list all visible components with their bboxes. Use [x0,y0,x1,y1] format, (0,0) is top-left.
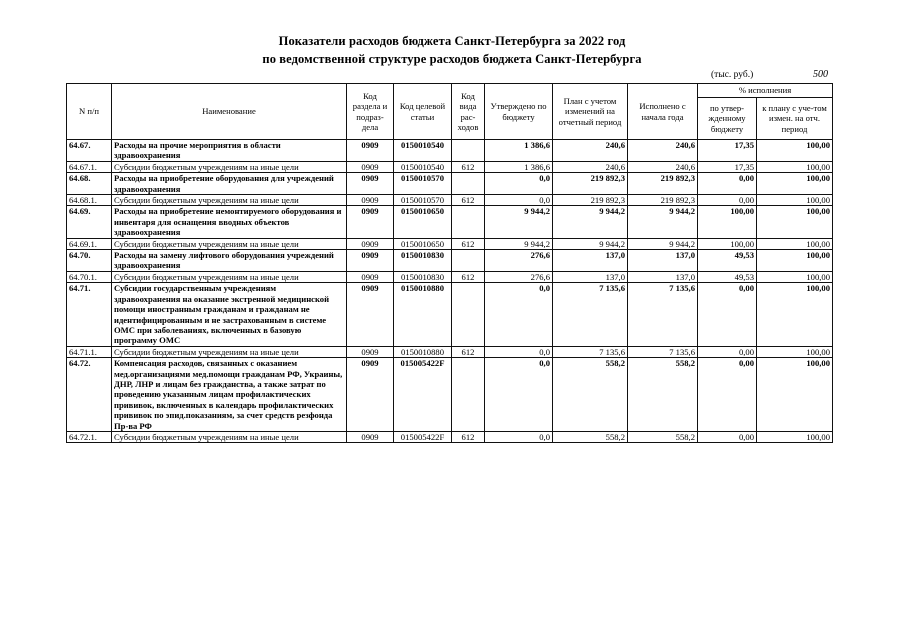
cell-executed: 9 944,2 [628,238,698,249]
cell-num: 64.69.1. [67,238,112,249]
table-row [67,250,833,272]
cell-approved: 0,0 [485,358,553,432]
cell-pct-plan: 100,00 [757,195,833,206]
cell-expense-type-code [452,250,485,272]
cell-approved: 0,0 [485,173,553,195]
cell-pct-approved: 49,53 [698,250,757,272]
cell-pct-approved: 0,00 [698,346,757,357]
cell-target-code: 015005422F [394,431,452,442]
cell-pct-plan: 100,00 [757,358,833,432]
cell-executed: 7 135,6 [628,346,698,357]
cell-plan: 7 135,6 [553,283,628,346]
cell-pct-approved: 100,00 [698,238,757,249]
cell-approved: 1 386,6 [485,161,553,172]
cell-target-code: 0150010540 [394,140,452,162]
cell-approved: 1 386,6 [485,140,553,162]
cell-expense-type-code [452,173,485,195]
col-header-target-code: Код целевой статьи [394,84,452,140]
cell-section-code: 0909 [347,206,394,238]
cell-section-code: 0909 [347,283,394,346]
table-row [67,195,833,206]
cell-section-code: 0909 [347,250,394,272]
cell-plan: 9 944,2 [553,206,628,238]
cell-expense-type-code: 612 [452,238,485,249]
table-header [67,84,833,140]
cell-plan: 219 892,3 [553,173,628,195]
cell-pct-plan: 100,00 [757,250,833,272]
cell-executed: 9 944,2 [628,206,698,238]
cell-num: 64.72. [67,358,112,432]
cell-name: Субсидии бюджетным учреждениям на иные цели [112,271,347,282]
table-row [67,431,833,442]
col-header-name: Наименование [112,84,347,140]
cell-expense-type-code: 612 [452,346,485,357]
cell-expense-type-code: 612 [452,195,485,206]
cell-num: 64.67. [67,140,112,162]
cell-approved: 0,0 [485,283,553,346]
cell-plan: 240,6 [553,140,628,162]
cell-approved: 276,6 [485,271,553,282]
cell-pct-approved: 100,00 [698,206,757,238]
cell-section-code: 0909 [347,358,394,432]
table-row [67,283,833,346]
cell-target-code: 0150010880 [394,346,452,357]
units-label: (тыс. руб.) [711,70,754,80]
cell-section-code: 0909 [347,431,394,442]
cell-num: 64.71.1. [67,346,112,357]
cell-target-code: 0150010570 [394,195,452,206]
cell-section-code: 0909 [347,346,394,357]
table-row [67,358,833,432]
col-header-section-code: Код раздела и подраз-дела [347,84,394,140]
report-title-line-2: по ведомственной структуре расходов бюджета Санкт-Петербурга [262,52,642,66]
cell-pct-plan: 100,00 [757,283,833,346]
cell-executed: 219 892,3 [628,173,698,195]
budget-table [66,83,833,443]
cell-plan: 219 892,3 [553,195,628,206]
cell-pct-approved: 0,00 [698,431,757,442]
table-row [67,206,833,238]
cell-pct-approved: 17,35 [698,161,757,172]
cell-expense-type-code [452,206,485,238]
cell-approved: 276,6 [485,250,553,272]
col-header-expense-type-code: Код вида рас-ходов [452,84,485,140]
col-header-executed: Исполнено с начала года [628,84,698,140]
table-row [67,173,833,195]
cell-num: 64.67.1. [67,161,112,172]
col-header-num: N п/п [67,84,112,140]
col-header-approved: Утверждено по бюджету [485,84,553,140]
cell-target-code: 015005422F [394,358,452,432]
table-body [67,140,833,443]
cell-executed: 240,6 [628,161,698,172]
cell-num: 64.70. [67,250,112,272]
cell-name: Субсидии бюджетным учреждениям на иные цели [112,161,347,172]
cell-approved: 0,0 [485,431,553,442]
cell-target-code: 0150010650 [394,206,452,238]
cell-approved: 0,0 [485,195,553,206]
cell-expense-type-code: 612 [452,271,485,282]
cell-pct-plan: 100,00 [757,346,833,357]
cell-pct-plan: 100,00 [757,271,833,282]
cell-pct-plan: 100,00 [757,161,833,172]
page-number: 500 [813,69,828,80]
cell-section-code: 0909 [347,173,394,195]
cell-executed: 137,0 [628,271,698,282]
table-row [67,238,833,249]
cell-pct-plan: 100,00 [757,431,833,442]
col-header-percent-group: % исполнения [698,84,833,98]
cell-plan: 7 135,6 [553,346,628,357]
cell-pct-plan: 100,00 [757,238,833,249]
cell-target-code: 0150010570 [394,173,452,195]
cell-pct-approved: 0,00 [698,283,757,346]
cell-pct-approved: 0,00 [698,195,757,206]
cell-plan: 240,6 [553,161,628,172]
cell-pct-plan: 100,00 [757,173,833,195]
cell-plan: 558,2 [553,358,628,432]
cell-approved: 9 944,2 [485,238,553,249]
cell-section-code: 0909 [347,271,394,282]
cell-num: 64.72.1. [67,431,112,442]
cell-approved: 9 944,2 [485,206,553,238]
cell-target-code: 0150010830 [394,271,452,282]
cell-name: Компенсация расходов, связанных с оказанием мед.организациями мед.помощи гражданам РФ, Украины, ДНР, ЛНР и лицам без гражданства, а также затрат по проведению указанным лицам профилактических прививок, включенных в календарь профилактических прививок по эпид.показаниям, за счет средств резфонда Пр-ва РФ [112,358,347,432]
table-row [67,346,833,357]
cell-num: 64.68. [67,173,112,195]
col-header-pct-plan: к плану с уче-том измен. на отч. период [757,98,833,140]
cell-executed: 558,2 [628,431,698,442]
cell-plan: 137,0 [553,250,628,272]
cell-plan: 558,2 [553,431,628,442]
cell-section-code: 0909 [347,195,394,206]
cell-pct-approved: 49,53 [698,271,757,282]
col-header-pct-approved: по утвер-жденному бюджету [698,98,757,140]
table-row [67,140,833,162]
cell-plan: 9 944,2 [553,238,628,249]
cell-pct-approved: 0,00 [698,173,757,195]
cell-name: Расходы на приобретение немонтируемого оборудования и инвентаря для оснащения вводных объектов здравоохранения [112,206,347,238]
cell-num: 64.69. [67,206,112,238]
cell-name: Субсидии бюджетным учреждениям на иные цели [112,238,347,249]
cell-plan: 137,0 [553,271,628,282]
cell-target-code: 0150010830 [394,250,452,272]
cell-section-code: 0909 [347,161,394,172]
cell-expense-type-code [452,140,485,162]
cell-pct-approved: 17,35 [698,140,757,162]
cell-expense-type-code: 612 [452,431,485,442]
cell-name: Расходы на прочие мероприятия в области здравоохранения [112,140,347,162]
cell-name: Расходы на замену лифтового оборудования учреждений здравоохранения [112,250,347,272]
cell-expense-type-code [452,358,485,432]
cell-name: Субсидии государственным учреждениям здравоохранения на оказание экстренной медицинской помощи иностранным гражданам и гражданам не идентифицированным и не застрахованным в системе ОМС при заболеваниях, включенных в базовую программу ОМС [112,283,347,346]
cell-target-code: 0150010650 [394,238,452,249]
report-title-line-1: Показатели расходов бюджета Санкт-Петербурга за 2022 год [278,34,626,48]
cell-name: Субсидии бюджетным учреждениям на иные цели [112,431,347,442]
cell-pct-plan: 100,00 [757,206,833,238]
cell-executed: 558,2 [628,358,698,432]
cell-executed: 219 892,3 [628,195,698,206]
cell-pct-approved: 0,00 [698,358,757,432]
cell-num: 64.71. [67,283,112,346]
cell-section-code: 0909 [347,140,394,162]
cell-section-code: 0909 [347,238,394,249]
table-row [67,271,833,282]
cell-executed: 240,6 [628,140,698,162]
cell-expense-type-code [452,283,485,346]
cell-num: 64.68.1. [67,195,112,206]
cell-executed: 7 135,6 [628,283,698,346]
cell-pct-plan: 100,00 [757,140,833,162]
cell-expense-type-code: 612 [452,161,485,172]
col-header-plan: План с учетом изменений на отчетный период [553,84,628,140]
cell-approved: 0,0 [485,346,553,357]
cell-name: Субсидии бюджетным учреждениям на иные цели [112,195,347,206]
cell-name: Субсидии бюджетным учреждениям на иные цели [112,346,347,357]
cell-target-code: 0150010540 [394,161,452,172]
cell-target-code: 0150010880 [394,283,452,346]
cell-name: Расходы на приобретение оборудования для учреждений здравоохранения [112,173,347,195]
cell-executed: 137,0 [628,250,698,272]
table-row [67,161,833,172]
cell-num: 64.70.1. [67,271,112,282]
